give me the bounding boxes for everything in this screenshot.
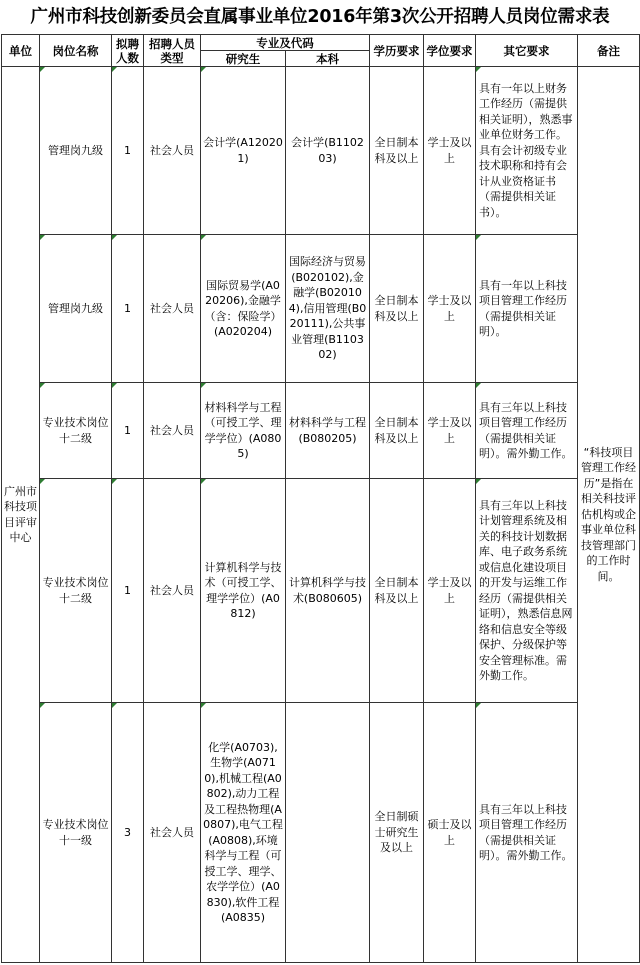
count-cell: 1 xyxy=(112,383,144,479)
graduate-major-cell: 国际贸易学(A020206),金融学（含：保险学）(A020204) xyxy=(201,235,286,383)
remarks-cell: “科技项目管理工作经历”是指在相关科技评估机构或企事业单位科技管理部门的工作时间。 xyxy=(578,67,640,963)
position-cell: 专业技术岗位十二级 xyxy=(40,479,112,703)
education-cell: 全日制硕士研究生及以上 xyxy=(370,703,424,963)
type-cell: 社会人员 xyxy=(144,235,201,383)
other-requirements-cell: 具有一年以上财务工作经历（需提供相关证明），熟悉事业单位财务工作。具有会计初级专业技术职称和持有会计从业资格证书（需提供相关证书）。 xyxy=(476,67,578,235)
header-position: 岗位名称 xyxy=(40,35,112,67)
table-row xyxy=(2,235,640,383)
graduate-major-cell: 计算机科学与技术（可授工学、理学学位）(A0812) xyxy=(201,479,286,703)
position-cell: 管理岗九级 xyxy=(40,67,112,235)
table-row xyxy=(2,383,640,479)
degree-cell: 硕士及以上 xyxy=(424,703,476,963)
graduate-major-cell xyxy=(201,703,286,963)
page-title: 广州市科技创新委员会直属事业单位2016年第3次公开招聘人员岗位需求表 xyxy=(30,7,610,27)
header-major-group: 专业及代码 xyxy=(201,35,370,51)
header-other: 其它要求 xyxy=(476,35,578,67)
degree-cell: 学士及以上 xyxy=(424,383,476,479)
type-cell: 社会人员 xyxy=(144,479,201,703)
undergrad-major-cell xyxy=(286,703,370,963)
other-requirements-cell: 具有三年以上科技项目管理工作经历（需提供相关证明）。需外勤工作。 xyxy=(476,703,578,963)
degree-cell: 学士及以上 xyxy=(424,479,476,703)
header-type: 招聘人员类型 xyxy=(144,35,201,67)
count-cell: 1 xyxy=(112,235,144,383)
recruitment-table xyxy=(1,34,640,963)
table-row xyxy=(2,67,640,235)
position-cell: 专业技术岗位十一级 xyxy=(40,703,112,963)
type-cell: 社会人员 xyxy=(144,67,201,235)
degree-cell: 学士及以上 xyxy=(424,67,476,235)
count-cell: 1 xyxy=(112,479,144,703)
graduate-major-text: 化学(A0703),生物学(A0710),机械工程(A0802),动力工程及工程热物理(A0807),电气工程(A0808),环境科学与工程（可授工学、理学、农学学位）(A0830),软件工程(A0835) xyxy=(203,740,283,924)
table-row xyxy=(2,703,640,963)
header-degree: 学位要求 xyxy=(424,35,476,67)
undergrad-major-cell: 材料科学与工程(B080205) xyxy=(286,383,370,479)
undergrad-major-cell: 国际经济与贸易(B020102),金融学(B020104),信用管理(B020111),公共事业管理(B110302) xyxy=(286,235,370,383)
type-cell: 社会人员 xyxy=(144,703,201,963)
header-remarks: 备注 xyxy=(578,35,640,67)
other-requirements-cell: 具有三年以上科技计划管理系统及相关的科技计划数据库、电子政务系统或信息化建设项目的开发与运维工作经历（需提供相关证明），熟悉信息网络和信息安全等级保护、分级保护等安全管理标准。需外勤工作。 xyxy=(476,479,578,703)
other-requirements-cell: 具有三年以上科技项目管理工作经历（需提供相关证明）。需外勤工作。 xyxy=(476,383,578,479)
degree-cell: 学士及以上 xyxy=(424,235,476,383)
education-cell: 全日制本科及以上 xyxy=(370,235,424,383)
unit-cell: 广州市科技项目评审中心 xyxy=(2,67,40,963)
undergrad-major-cell: 计算机科学与技术(B080605) xyxy=(286,479,370,703)
type-cell: 社会人员 xyxy=(144,383,201,479)
education-cell: 全日制本科及以上 xyxy=(370,383,424,479)
education-cell: 全日制本科及以上 xyxy=(370,479,424,703)
position-cell: 管理岗九级 xyxy=(40,235,112,383)
education-cell: 全日制本科及以上 xyxy=(370,67,424,235)
count-cell: 1 xyxy=(112,67,144,235)
undergrad-major-cell: 会计学(B110203) xyxy=(286,67,370,235)
header-graduate: 研究生 xyxy=(201,51,286,67)
graduate-major-cell: 材料科学与工程（可授工学、理学学位）(A0805) xyxy=(201,383,286,479)
table-row xyxy=(2,479,640,703)
position-cell: 专业技术岗位十二级 xyxy=(40,383,112,479)
graduate-major-cell: 会计学(A120201) xyxy=(201,67,286,235)
header-unit: 单位 xyxy=(2,35,40,67)
count-cell: 3 xyxy=(112,703,144,963)
header-education: 学历要求 xyxy=(370,35,424,67)
other-requirements-cell: 具有一年以上科技项目管理工作经历（需提供相关证明）。 xyxy=(476,235,578,383)
header-count: 拟聘人数 xyxy=(112,35,144,67)
header-undergrad: 本科 xyxy=(286,51,370,67)
